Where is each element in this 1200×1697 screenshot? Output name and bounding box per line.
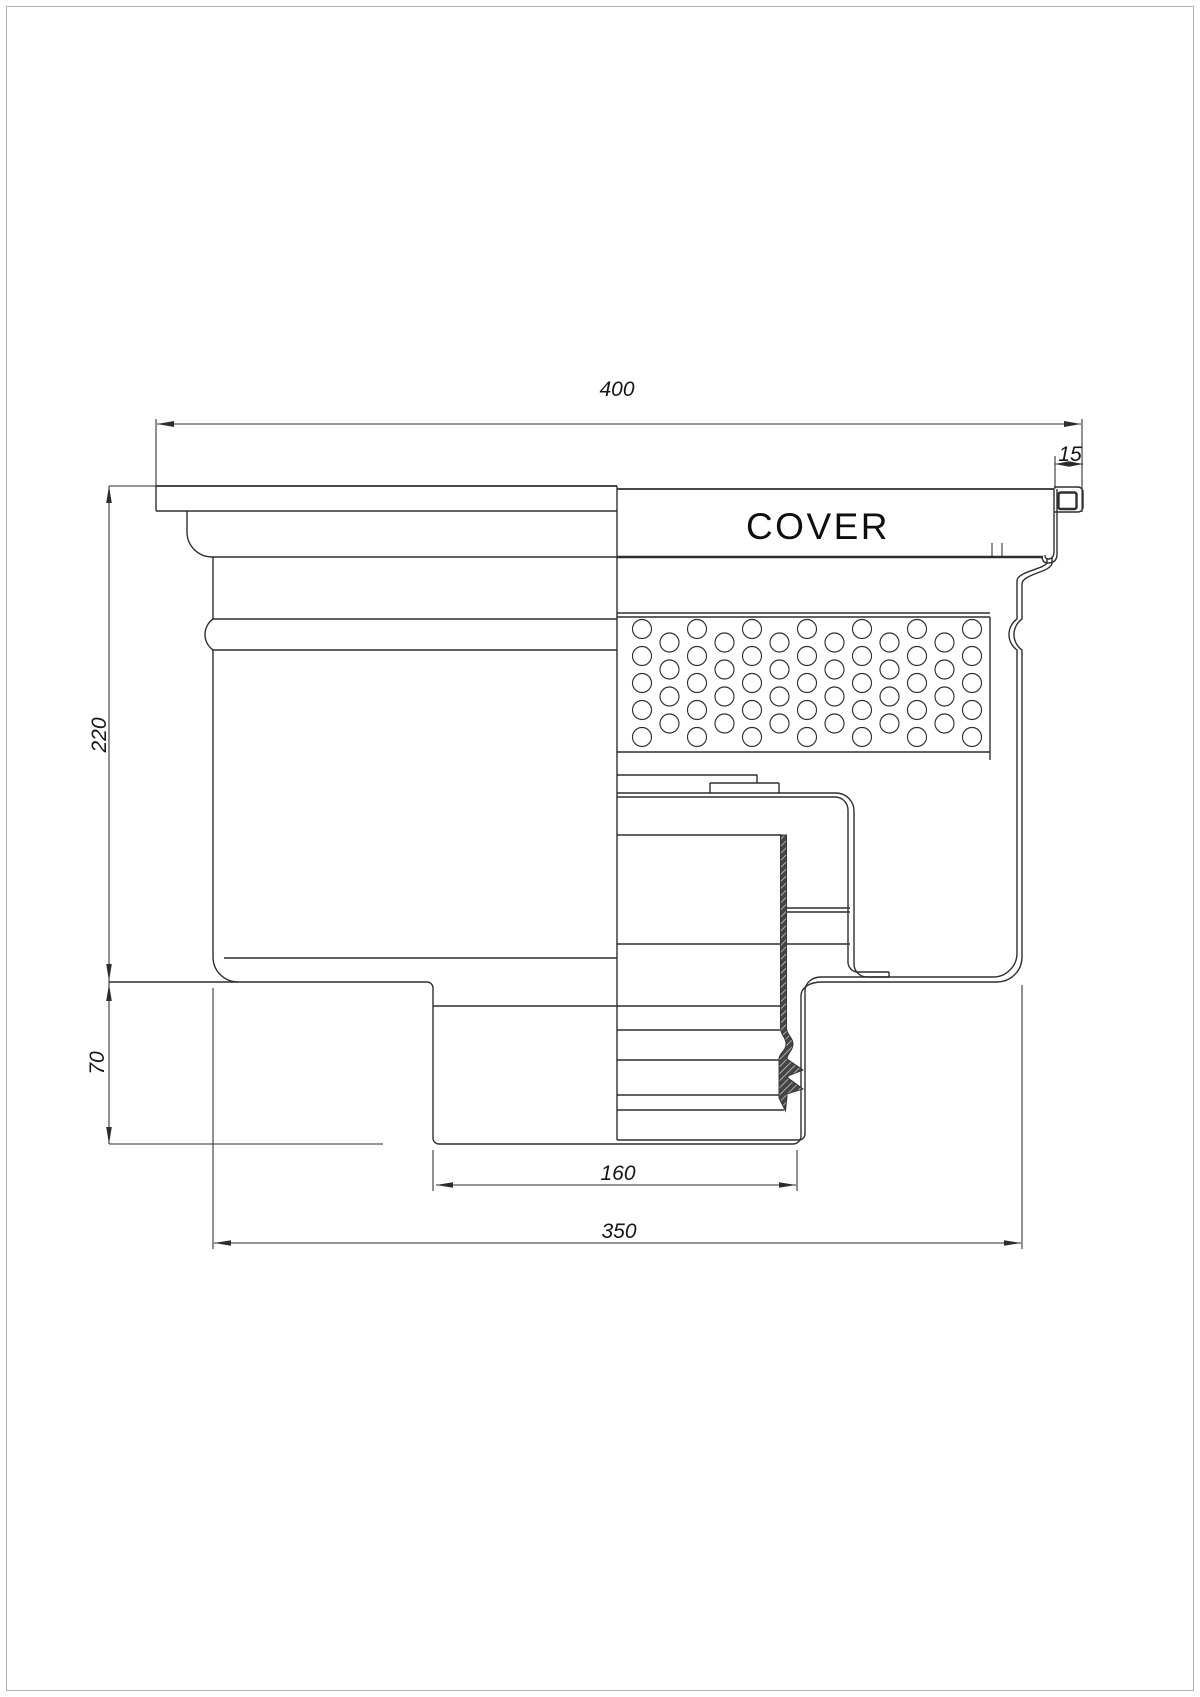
strainer-hole [908,701,927,720]
dimension-top-width [156,378,1082,512]
strainer-hole [908,674,927,693]
page-border [7,7,1194,1691]
strainer-hole [660,660,679,679]
arrowhead [106,964,112,981]
left-wall-bead [205,619,213,650]
strainer-hole [935,687,954,706]
strainer-hole [935,633,954,652]
strainer-hole [798,647,817,666]
frame-wall-right [617,558,1052,1144]
strainer-hole [798,620,817,639]
strainer-hole [660,633,679,652]
arrowhead [1004,1240,1021,1246]
strainer-hole [743,620,762,639]
dimension-outlet-width [433,1150,797,1191]
strainer-hole [688,620,707,639]
strainer-hole [715,714,734,733]
strainer-hole [908,647,927,666]
strainer-hole [688,674,707,693]
arrowhead [106,984,112,1001]
neck-wall [187,511,212,557]
cover-skirt-inner [1045,489,1054,559]
strainer-hole [853,701,872,720]
left-wall-lower [213,650,238,982]
dim-label-15: 15 [1058,443,1082,466]
strainer-hole [770,660,789,679]
strainer-hole [770,687,789,706]
perforated-strainer [617,613,990,760]
arrowhead [106,1127,112,1144]
strainer-hole [963,701,982,720]
dim-label-70: 70 [86,1051,109,1075]
cover-skirt-outer [1042,489,1057,563]
dimension-sump-height [86,984,383,1144]
strainer-hole [825,633,844,652]
strainer-hole [688,647,707,666]
strainer-hole [908,620,927,639]
strainer-hole [853,674,872,693]
strainer-hole [715,687,734,706]
seal-profile [779,835,803,1111]
strainer-hole [633,728,652,747]
strainer-hole [715,660,734,679]
strainer-hole [633,620,652,639]
strainer-hole [660,714,679,733]
strainer-hole [908,728,927,747]
frame-lip-lines [992,543,1002,557]
dim-label-350: 350 [601,1220,637,1243]
strainer-hole [880,687,899,706]
cover-assembly [617,487,1083,563]
strainer-hole [798,674,817,693]
dimension-edge-profile [1055,443,1083,489]
strainer-hole [963,728,982,747]
strainer-hole [853,728,872,747]
strainer-hole [798,728,817,747]
strainer-hole [743,701,762,720]
strainer-hole [715,633,734,652]
strainer-hole [935,660,954,679]
cover-label: COVER [745,506,891,547]
strainer-hole [935,714,954,733]
arrowhead [779,1182,796,1188]
strainer-hole [880,714,899,733]
frame-body-left [109,486,793,1144]
dimension-body-height [88,486,156,1144]
strainer-hole [880,660,899,679]
arrowhead [436,1182,453,1188]
arrowhead [214,1240,231,1246]
strainer-hole [770,714,789,733]
strainer-hole [688,728,707,747]
strainer-hole [853,647,872,666]
strainer-hole [825,687,844,706]
strainer-hole [688,701,707,720]
basket-bracket-step [617,775,757,783]
strainer-hole [633,674,652,693]
dim-label-400: 400 [599,378,635,401]
right-wall-inner [799,558,1047,1140]
strainer-hole [880,633,899,652]
strainer-hole [963,674,982,693]
strainer-hole [633,701,652,720]
strainer-hole [853,620,872,639]
strainer-hole [633,647,652,666]
dim-label-160: 160 [600,1162,636,1185]
strainer-hole [963,620,982,639]
strainer-hole [743,728,762,747]
arrowhead [1064,421,1081,427]
strainer-hole [963,647,982,666]
dim-label-220: 220 [88,717,111,753]
sediment-basket [617,775,889,1110]
strainer-hole [770,633,789,652]
perforation-holes [633,620,982,747]
strainer-hole [798,701,817,720]
strainer-hole [825,660,844,679]
strainer-hole [660,687,679,706]
strainer-hole [743,647,762,666]
arrowhead [157,421,174,427]
trap-seat-lines [786,908,850,912]
strainer-hole [825,714,844,733]
basket-handle-block [710,783,779,793]
strainer-hole [743,674,762,693]
edge-square-tube [1059,493,1077,510]
basket-rim-inner [617,797,889,972]
arrowhead [106,486,112,503]
